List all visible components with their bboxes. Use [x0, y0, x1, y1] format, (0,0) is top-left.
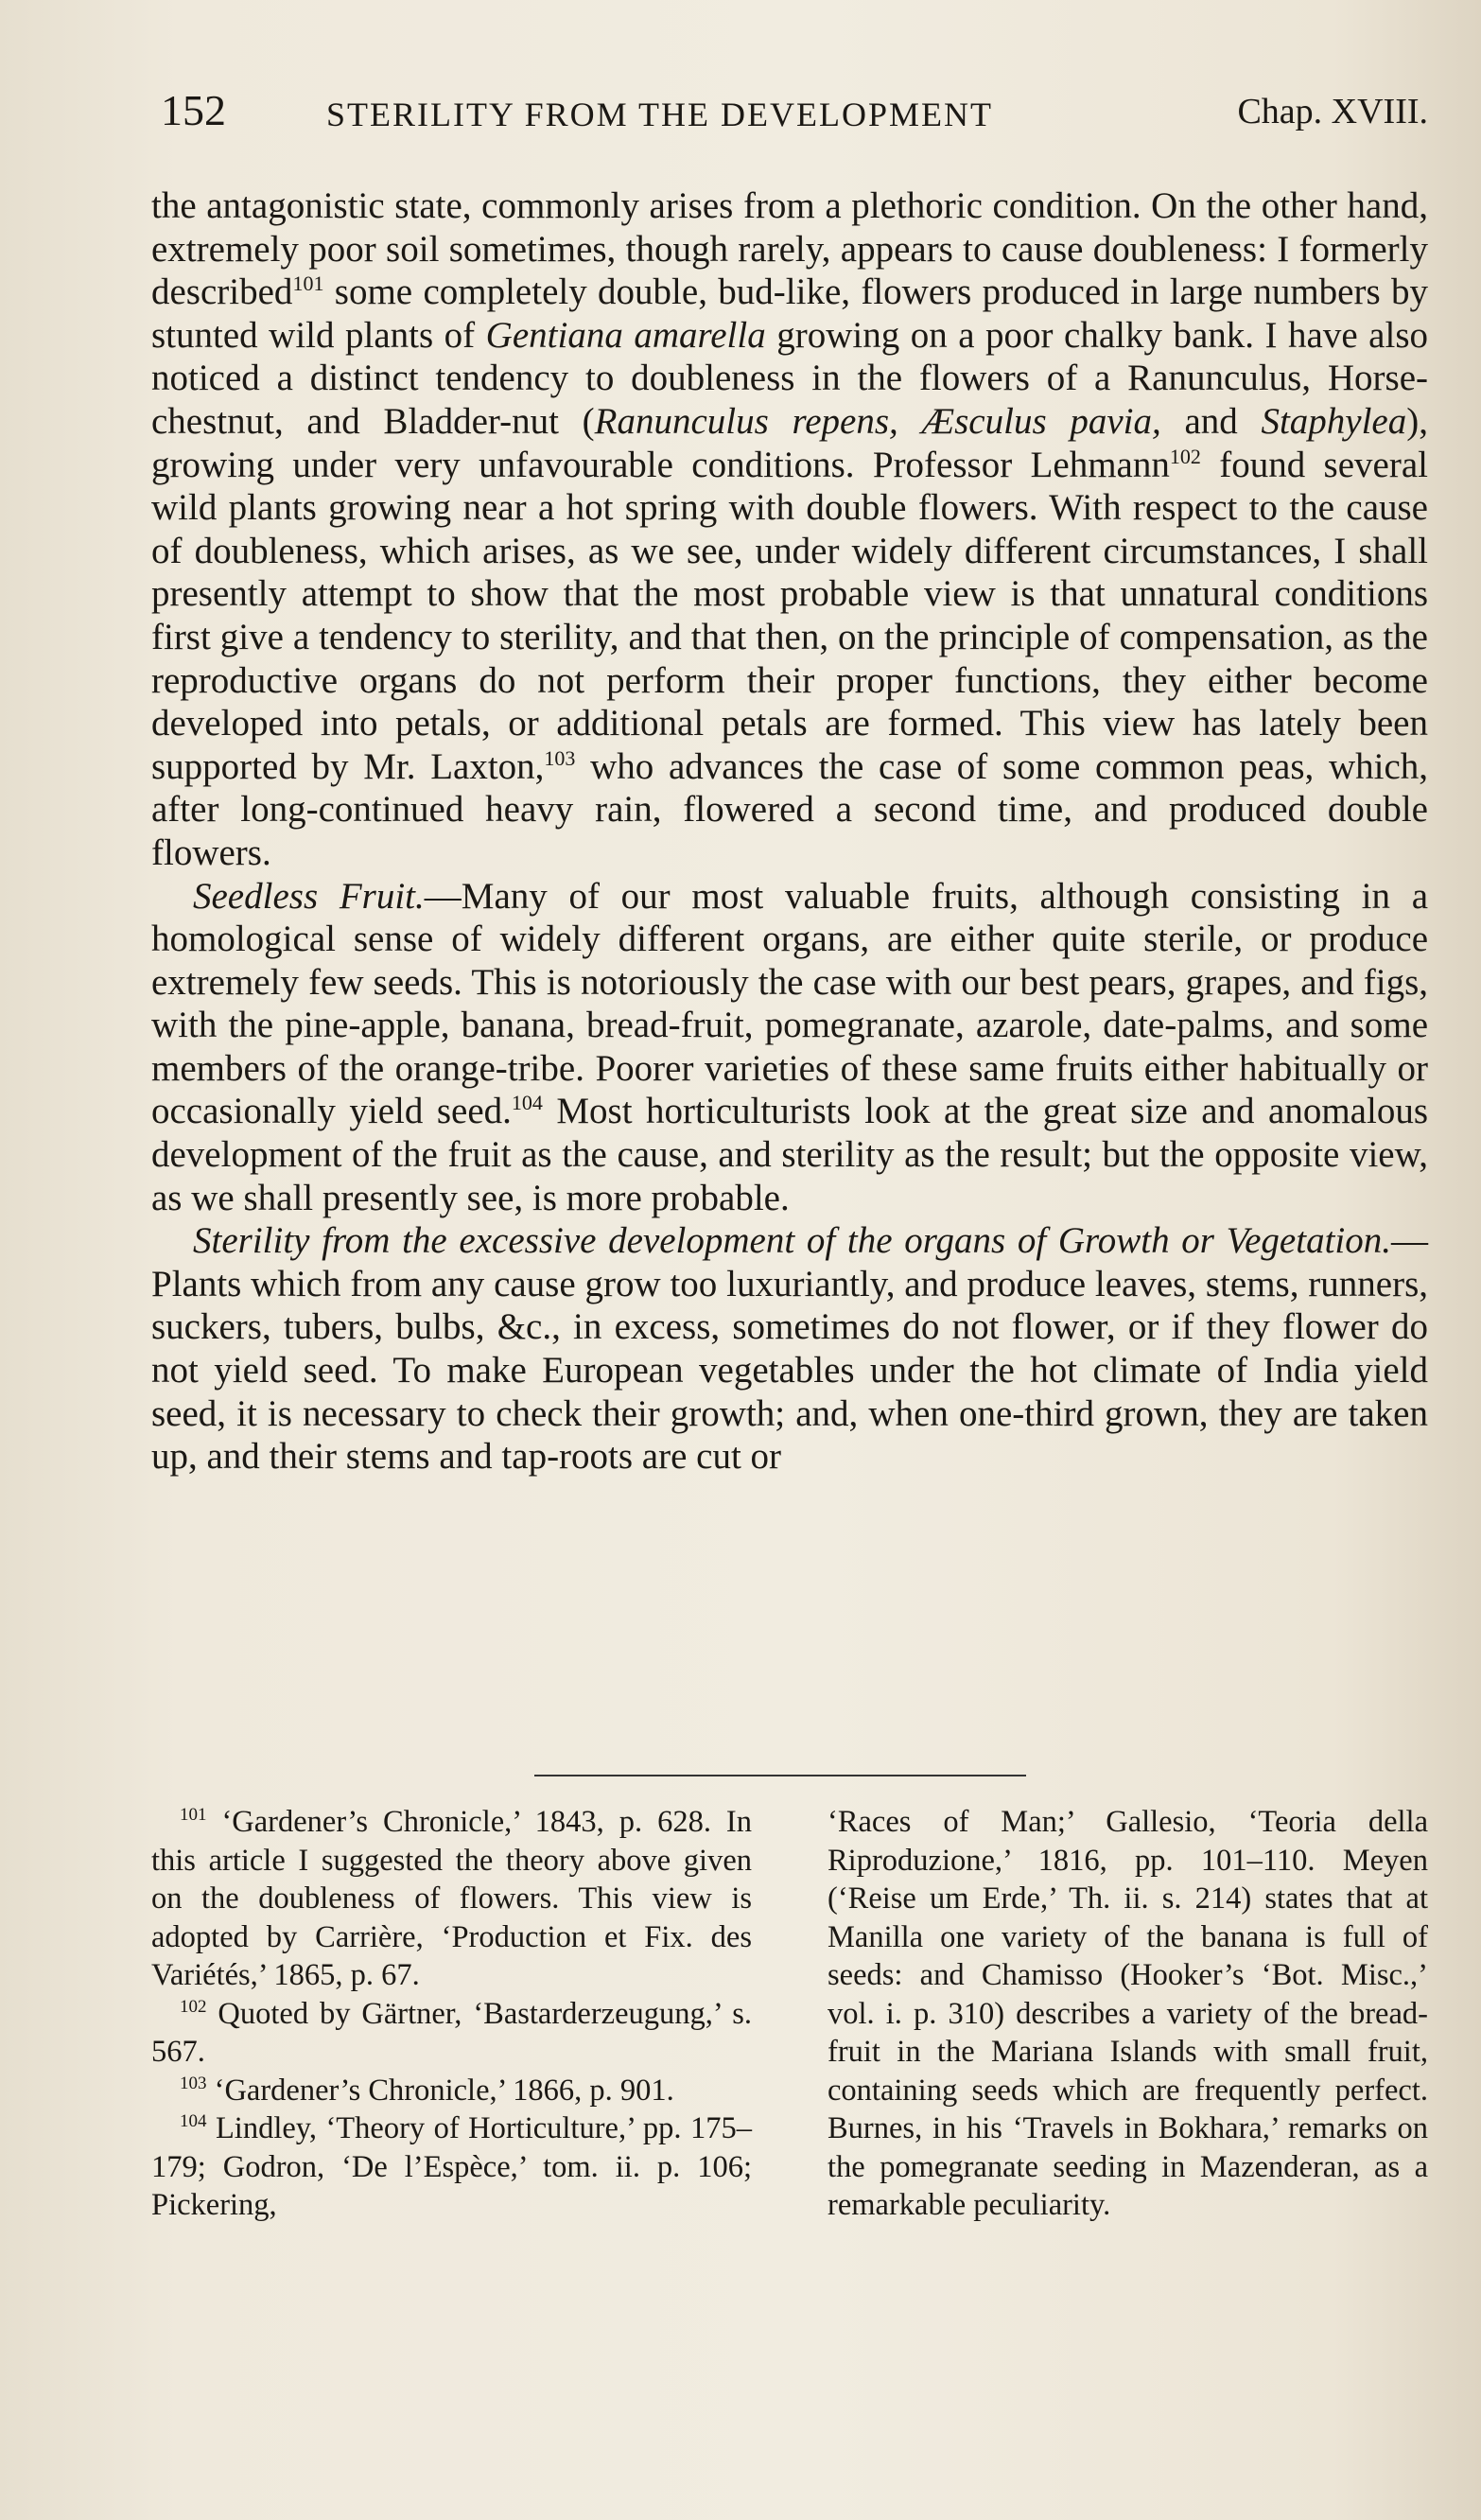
footnote-104: [151, 2109, 752, 2225]
text-run: and: [1160, 400, 1262, 442]
footnote-divider: [534, 1775, 1026, 1776]
page-number: 152: [161, 86, 226, 134]
footnote-ref-101: 101: [292, 271, 324, 296]
paragraph-sterility-growth: [151, 1219, 1428, 1479]
text-run: Most horticulturists look at the great size and anomalous development of the fruit as the cause, and sterility as the result; but the opposite view, as we shall presently see, is more probable.: [151, 1091, 1428, 1218]
footnote-number: 102: [180, 1996, 207, 2017]
footnote-number: 101: [180, 1805, 207, 1826]
footnote-number: 104: [180, 2111, 207, 2132]
text-run: —Plants which from any cause grow too luxuriantly, and produce leaves, stems, runners, suckers, tubers, bulbs, &c., in excess, sometimes do not flower, or if they flower do not yield seed. To make European vegetables under the hot climate of India yield seed, it is necessary to check their growth; and, when one-third grown, they are taken up, and their stems and tap-roots are cut or: [151, 1220, 1428, 1478]
footnote-text: Lindley, ‘Theory of Horticulture,’ pp. 175–179; Godron, ‘De l’Espèce,’ tom. ii. p. 106; Pickering,: [151, 2111, 752, 2222]
section-heading: Seedless Fruit.: [193, 875, 425, 917]
species-name: Gentiana amarella: [485, 314, 766, 356]
text-run: the antagonistic state, commonly arises from a plethoric condition. On the other hand, extremely poor soil sometimes, though rarely, appears to cause doubleness: I formerly described: [151, 185, 1428, 313]
footnote-column-left: [151, 1803, 752, 2225]
footnotes: [151, 1803, 1428, 2225]
footnote-text: ‘Gardener’s Chronicle,’ 1843, p. 628. In this article I suggested the theory above given on the doubleness of flowers. This view is adopted by Carrière, ‘Production et Fix. des Variétés,’ 1865, p. 67.: [151, 1805, 752, 1992]
species-name: Ranunculus repens, Æsculus pavia,: [594, 400, 1161, 442]
footnote-column-right: [828, 1803, 1428, 2225]
chapter-label: Chap. XVIII.: [1237, 92, 1428, 131]
footnote-number: 103: [180, 2073, 207, 2093]
footnote-103: [151, 2072, 752, 2110]
paragraph-doubleness: [151, 184, 1428, 875]
footnote-text: Quoted by Gärtner, ‘Bastarderzeugung,’ s. 567.: [151, 1996, 752, 2069]
main-text: [151, 184, 1428, 1479]
text-run: who advances the case of some common peas, which, after long-continued heavy rain, flowered a second time, and produced double flowers.: [151, 745, 1429, 873]
footnote-102: [151, 1995, 752, 2072]
paragraph-seedless-fruit: [151, 875, 1428, 1220]
running-title: STERILITY FROM THE DEVELOPMENT: [326, 96, 993, 133]
text-run: ), growing under very unfavourable conditions. Professor Lehmann: [151, 400, 1428, 485]
text-run: growing on a poor chalky bank. I have also noticed a distinct tendency to doubleness in the flowers of a Ranunculus, Horse-chestnut, and Bladder-nut (: [151, 314, 1428, 442]
page-header: [161, 85, 1428, 142]
text-run: some completely double, bud-like, flowers produced in large numbers by stunted wild plants of: [151, 271, 1428, 356]
section-heading: Sterility from the excessive development of the organs of Growth or Vegetation.: [193, 1220, 1391, 1262]
text-run: found several wild plants growing near a hot spring with double flowers. With respect to the cause of doubleness, which arises, as we see, under widely different circumstances, I shall presently attempt to show that the most probable view is that unnatural conditions first give a tendency to sterility, and that then, on the principle of compensation, as the reproductive organs do not perform their proper functions, they either become developed into petals, or additional petals are formed. This view has lately been supported by Mr. Laxton,: [151, 444, 1428, 787]
footnote-ref-103: 103: [544, 745, 576, 770]
footnote-ref-104: 104: [511, 1091, 543, 1115]
footnote-ref-102: 102: [1169, 444, 1201, 468]
footnote-101: [151, 1803, 752, 1995]
footnote-text: ‘Gardener’s Chronicle,’ 1866, p. 901.: [206, 2073, 674, 2108]
species-name: Staphylea: [1261, 400, 1407, 442]
text-run: —Many of our most valuable fruits, although consisting in a homological sense of widely different organs, are either quite sterile, or produce extremely few seeds. This is notoriously the case with our best pears, grapes, and figs, with the pine-apple, banana, bread-fruit, pomegranate, azarole, date-palms, and some members of the orange-tribe. Poorer varieties of these same fruits either habitually or occasionally yield seed.: [151, 875, 1429, 1132]
footnote-104-continued: ‘Races of Man;’ Gallesio, ‘Teoria della Riproduzione,’ 1816, pp. 101–110. Meyen (‘Reise um Erde,’ Th. ii. s. 214) states that at Manilla one variety of the banana is full of seeds: and Chamisso (Hooker’s ‘Bot. Misc.,’ vol. i. p. 310) describes a variety of the bread-fruit in the Mariana Islands with small fruit, containing seeds which are frequently perfect. Burnes, in his ‘Travels in Bokhara,’ remarks on the pomegranate seeding in Mazenderan, as a remarkable peculiarity.: [828, 1805, 1428, 2222]
